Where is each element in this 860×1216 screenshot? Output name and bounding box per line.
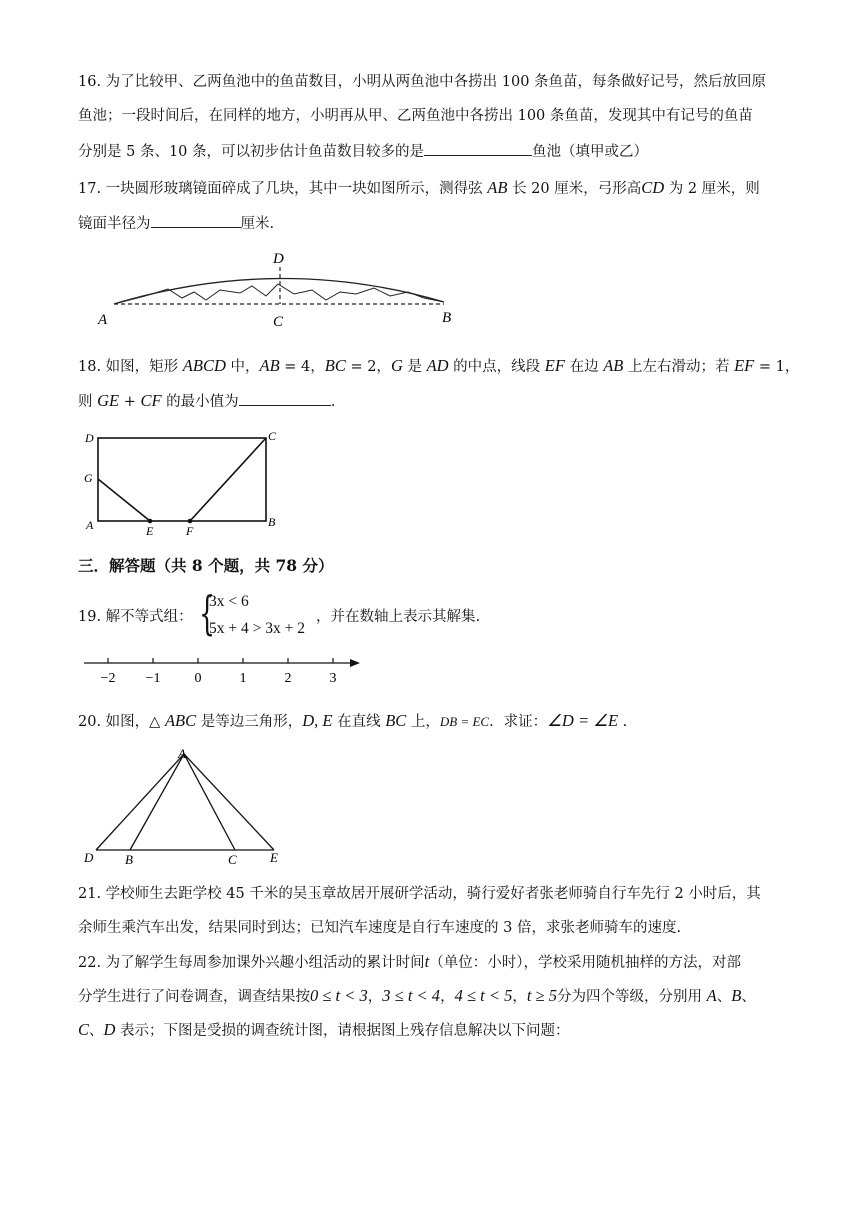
q22-text-a: 22. 为了解学生每周参加课外兴趣小组活动的累计时间 — [78, 955, 425, 971]
q18-label-a: A — [86, 518, 94, 532]
q18-t12: 在边 — [564, 359, 604, 375]
q18-l2-m1: GE — [97, 391, 120, 410]
q18-label-f: F — [186, 524, 194, 538]
q22-l2-m9: A — [706, 986, 717, 1005]
q22-l3-t1: 、 — [89, 1023, 104, 1039]
q18-t14: 上左右滑动；若 — [623, 359, 735, 375]
q19-brace: { — [199, 586, 216, 640]
q20-segment-ab — [130, 754, 184, 850]
q22-l2-t0: 分学生进行了问卷调查，调查结果按 — [78, 989, 310, 1005]
section-3-title: 三．解答题（共 8 个题，共 78 分） — [78, 556, 334, 575]
q18-m9: AD — [426, 356, 449, 375]
q20-m3: D, E — [302, 711, 333, 730]
q19-axis-arrow — [350, 659, 360, 667]
q20-m1: ABC — [164, 711, 197, 730]
q20-t6: 上， — [406, 714, 440, 730]
q22-l2-t6: ， — [512, 989, 527, 1005]
q18-m7: G — [390, 356, 403, 375]
q18-line-2 — [78, 390, 335, 412]
q22-l3-m2: D — [103, 1020, 116, 1039]
q22-l2-m7: t ≥ 5 — [526, 986, 557, 1005]
q22-l3-t3: 表示；下图是受损的调查统计图，请根据图上残存信息解决以下问题： — [115, 1023, 570, 1039]
q22-l2-t8: 分为四个等级，分别用 — [556, 989, 707, 1005]
q17-arc — [114, 278, 444, 304]
q20-label-c: C — [228, 852, 237, 867]
q17-text-a: 17. 一块圆形玻璃镜面碎成了几块，其中一块如图所示，测得弦 — [78, 181, 483, 197]
q22-l2-t2: ， — [367, 989, 383, 1005]
q19-tick-label: −1 — [145, 671, 161, 686]
q20-segment-ad — [96, 754, 184, 850]
q19-tick-label: 1 — [239, 671, 247, 686]
q18-line-1 — [78, 356, 799, 377]
q18-segment-cf — [190, 438, 266, 521]
q18-m13: AB — [603, 356, 624, 375]
q18-m11: EF — [544, 356, 565, 375]
q18-l2-t2: + — [119, 394, 141, 410]
q18-t0: 18. 如图，矩形 — [78, 359, 183, 375]
q20-segment-ae — [184, 754, 274, 850]
q18-t16: = 1， — [754, 359, 800, 375]
q20-t8: ．求证： — [489, 714, 548, 730]
q17-figure — [90, 246, 470, 332]
q19-tick-label: 0 — [194, 671, 202, 686]
q18-t8: 是 — [402, 359, 427, 375]
q17-text-unit: 厘米. — [240, 216, 275, 232]
q18-segment-ge — [98, 479, 150, 521]
q19-system — [199, 586, 311, 643]
q19-tick-label: 2 — [284, 671, 292, 686]
q18-m15: EF — [734, 356, 755, 375]
q17-label-a: A — [98, 312, 108, 328]
q17-line-1 — [78, 178, 760, 199]
q16-line-2: 鱼池；一段时间后，在同样的地方，小明再从甲、乙两鱼池中各捞出 100 条鱼苗，发现其中有记号的鱼苗 — [78, 108, 753, 124]
q18-l2-m3: CF — [140, 391, 162, 410]
q17-text-c: 长 20 厘米，弓形高 — [512, 181, 642, 197]
q17-line-2 — [78, 212, 274, 234]
q18-point-f — [188, 519, 193, 524]
q16-line-3 — [78, 140, 648, 162]
q18-t4: = 4， — [279, 359, 325, 375]
q20-t10: . — [618, 714, 628, 730]
q19-eq-1: 3x < 6 — [209, 593, 249, 610]
q18-label-b: B — [268, 515, 276, 529]
q20-t0: 20. 如图，△ — [78, 714, 165, 730]
q22-l2-t12: 、 — [741, 989, 756, 1005]
q18-period: . — [330, 394, 336, 410]
q18-rectangle — [98, 438, 266, 521]
q17-label-d: D — [273, 251, 284, 267]
q22-line-2 — [78, 986, 756, 1007]
q18-figure — [80, 426, 290, 538]
q18-label-g: G — [84, 471, 93, 485]
q17-label-b: B — [442, 310, 452, 326]
q18-label-d: D — [85, 431, 94, 445]
q18-t2: 中， — [225, 359, 260, 375]
q18-label-e: E — [146, 524, 154, 538]
q18-t6: = 2， — [345, 359, 391, 375]
q21-line-2: 余师生乘汽车出发，结果同时到达；已知汽车速度是自行车速度的 3 倍，求张老师骑车的速度. — [78, 920, 682, 936]
q18-label-c: C — [268, 429, 277, 443]
q17-broken-edge — [114, 284, 444, 304]
q17-text-radius: 镜面半径为 — [78, 216, 151, 232]
q22-l2-m5: 4 ≤ t < 5 — [454, 986, 513, 1005]
q18-l2-t4: 的最小值为 — [161, 394, 239, 410]
q20-t4: 在直线 — [332, 714, 386, 730]
q19-tail: ，并在数轴上表示其解集. — [316, 609, 481, 625]
q22-l2-t10: 、 — [716, 989, 732, 1005]
q18-m1: ABCD — [182, 356, 226, 375]
q19-tick-label: −2 — [100, 671, 116, 686]
q22-l2-m11: B — [731, 986, 742, 1005]
q18-l2-t0: 则 — [78, 394, 98, 410]
q21-line-1: 21. 学校师生去距学校 45 千米的吴玉章故居开展研学活动，骑行爱好者张老师骑自行车先行 2 小时后，其 — [78, 886, 761, 902]
q20-figure — [80, 746, 290, 868]
q22-l2-t4: ， — [440, 989, 455, 1005]
q18-m5: BC — [324, 356, 346, 375]
q22-math-t: t — [424, 952, 430, 971]
q20-segment-ac — [184, 754, 235, 850]
q20-label-e: E — [270, 850, 278, 865]
q20-m5: BC — [385, 711, 407, 730]
q16-line-3-text: 分别是 5 条、10 条，可以初步估计鱼苗数目较多的是 — [78, 144, 425, 160]
q16-line-1: 16. 为了比较甲、乙两鱼池中的鱼苗数目，小明从两鱼池中各捞出 100 条鱼苗，每条做好记号，然后放回原 — [78, 74, 767, 90]
q20-t2: 是等边三角形， — [196, 714, 303, 730]
q20-line-1 — [78, 711, 627, 732]
q22-l2-m1: 0 ≤ t < 3 — [310, 986, 368, 1005]
q22-text-c: （单位：小时），学校采用随机抽样的方法，对部 — [429, 955, 742, 971]
q22-line-1 — [78, 952, 741, 973]
q18-t10: 的中点，线段 — [448, 359, 545, 375]
q17-label-c: C — [273, 314, 284, 330]
q20-m7: DB = EC — [439, 714, 490, 729]
q19-label: 19. 解不等式组： — [78, 609, 193, 625]
q19-number-line — [80, 652, 370, 690]
q22-l2-m3: 3 ≤ t < 4 — [382, 986, 441, 1005]
q16-answer-blank — [424, 140, 532, 156]
q20-label-b: B — [125, 852, 133, 867]
q18-answer-blank — [239, 390, 331, 406]
q22-l3-m0: C — [78, 1020, 90, 1039]
q20-label-d: D — [84, 850, 94, 865]
q18-point-e — [148, 519, 153, 524]
q18-m3: AB — [259, 356, 280, 375]
q20-m9: ∠D = ∠E — [547, 711, 619, 730]
q19-eq-2: 5x + 4 > 3x + 2 — [209, 620, 305, 637]
q17-answer-blank — [151, 212, 241, 228]
q16-line-3-tail: 鱼池（填甲或乙） — [532, 144, 649, 160]
q17-text-e: 为 2 厘米，则 — [668, 181, 760, 197]
q19-tick-label: 3 — [329, 671, 337, 686]
q22-line-3 — [78, 1020, 570, 1041]
q20-label-a: A — [178, 746, 186, 761]
q17-math-cd: CD — [641, 178, 665, 197]
q17-math-ab: AB — [487, 178, 508, 197]
